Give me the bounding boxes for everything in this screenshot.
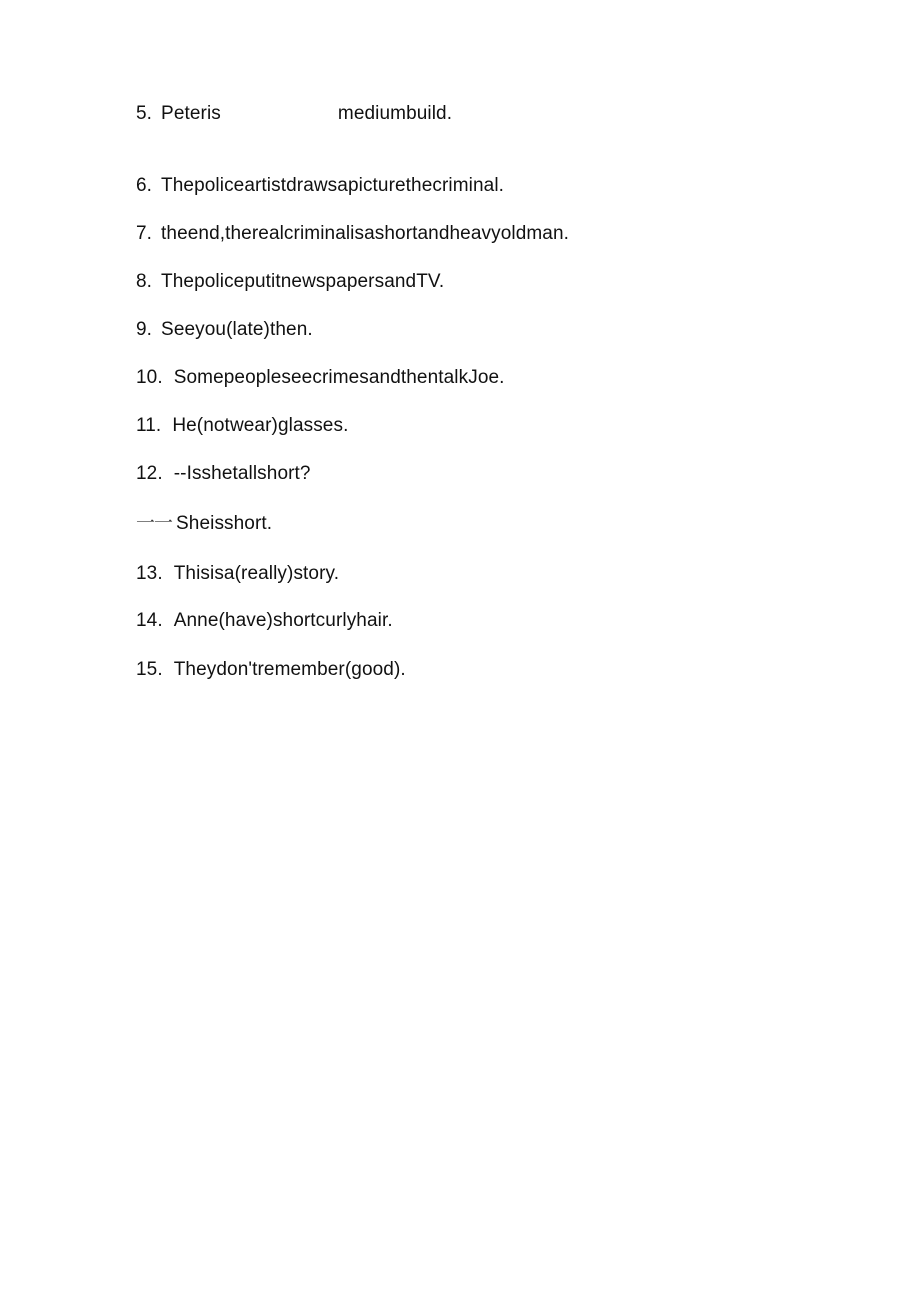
- item-12: [136, 463, 311, 485]
- item-number: 11.: [136, 415, 162, 436]
- item-11: [136, 415, 348, 437]
- item-text: --Isshetallshort?: [173, 463, 311, 484]
- item-number: 6.: [136, 175, 153, 196]
- item-text: Seeyou(late)then.: [161, 319, 313, 340]
- item-6: [136, 175, 504, 197]
- item-15: [136, 659, 406, 681]
- item-14: [136, 610, 393, 632]
- item-text: Sheisshort.: [176, 513, 273, 534]
- item-text: Thepoliceartistdrawsapicturethecriminal.: [161, 175, 505, 196]
- item-text: He(notwear)glasses.: [172, 415, 349, 436]
- item-text-end: mediumbuild.: [337, 103, 453, 124]
- item-9: [136, 319, 313, 341]
- apostrophe-mark: ': [248, 659, 253, 680]
- item-number: 15.: [136, 659, 163, 680]
- item-text: Anne(have)shortcurlyhair.: [173, 610, 393, 631]
- item-number: 8.: [136, 271, 153, 292]
- item-text-end: tremember(good).: [252, 659, 406, 680]
- item-13: [136, 563, 339, 585]
- item-8: [136, 271, 444, 293]
- item-number: 12.: [136, 463, 163, 484]
- item-5: [136, 103, 452, 125]
- item-text-start: Theydon: [173, 659, 249, 680]
- item-text: SomepeopleseecrimesandthentalkJoe.: [173, 367, 505, 388]
- item-12-answer: [136, 513, 272, 535]
- item-text-start: Peteris: [161, 103, 221, 124]
- item-number: 13.: [136, 563, 163, 584]
- item-7: [136, 223, 569, 245]
- item-number: 14.: [136, 610, 163, 631]
- item-number: 10.: [136, 367, 163, 388]
- item-number: 7.: [136, 223, 153, 244]
- item-text: theend,therealcriminalisashortandheavyoldman.: [161, 223, 570, 244]
- item-text: Thisisa(really)story.: [173, 563, 340, 584]
- item-10: [136, 367, 505, 389]
- item-number: 5.: [136, 103, 153, 124]
- item-number: 9.: [136, 319, 153, 340]
- dash-mark: 一一: [136, 513, 173, 534]
- item-text: ThepoliceputitnewspapersandTV.: [161, 271, 445, 292]
